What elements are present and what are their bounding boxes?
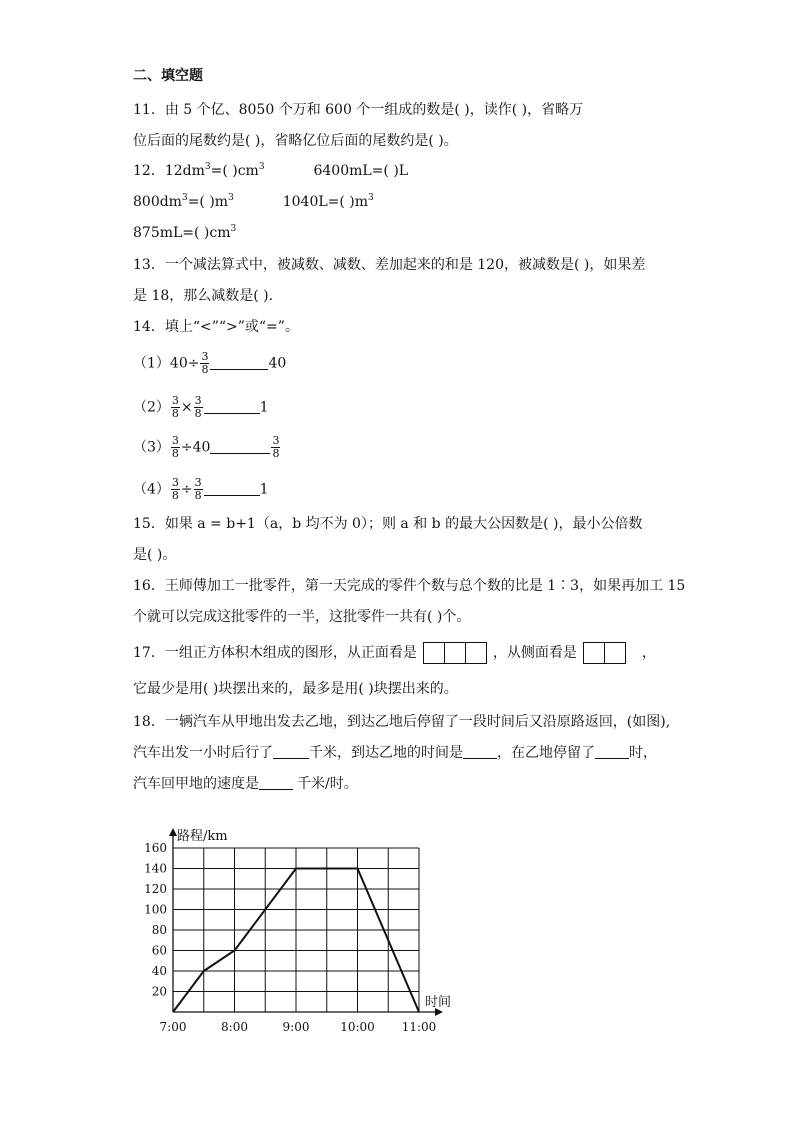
front-view-squares — [423, 642, 487, 664]
distance-time-chart — [140, 812, 470, 1037]
q16-line1: 16．王师傅加工一批零件，第一天完成的零件个数与总个数的比是 1∶3，如果再加工 15 — [133, 578, 686, 594]
x-tick-label: 8:00 — [221, 1020, 248, 1034]
y-tick-label: 20 — [151, 984, 167, 999]
q11-line1: 11．由 5 个亿、8050 个万和 600 个一组成的数是( )，读作( )，省略万 — [133, 102, 584, 118]
q16-line2: 个就可以完成这批零件的一半，这批零件一共有( )个。 — [133, 609, 471, 625]
y-tick-label: 40 — [151, 964, 167, 978]
y-tick-label: 160 — [144, 841, 167, 855]
y-tick-label: 100 — [144, 902, 167, 917]
fraction: $\frac{3}{8}$ — [201, 350, 209, 376]
q18-line3: 汽车回甲地的速度是 千米/时。 — [133, 776, 358, 792]
x-tick-label: 11:00 — [401, 1020, 437, 1034]
q14-item3: （3） $\frac{3}{8}$ ÷40 $\frac{3}{8}$ — [133, 434, 280, 460]
fraction: $\frac{3}{8}$ — [171, 394, 179, 420]
answer-line[interactable] — [273, 744, 309, 759]
q12-b2: =( )m — [187, 194, 229, 210]
answer-line[interactable] — [204, 399, 260, 414]
answer-line[interactable] — [210, 355, 268, 370]
q12-row1: 12．$12dm^3=$( )$cm^3$ 6400mL=( )L — [133, 162, 409, 179]
x-axis-label: 时间 — [425, 995, 452, 1010]
q12-a1: 12．12dm — [133, 163, 205, 179]
q14-item4: （4） $\frac{3}{8}$ ÷ $\frac{3}{8}$ 1 — [133, 476, 269, 502]
answer-line[interactable] — [204, 481, 260, 496]
q14-item2: （2） $\frac{3}{8}$ × $\frac{3}{8}$ 1 — [133, 394, 269, 420]
q12-b3: 1040L=( )m — [282, 194, 369, 210]
y-tick-label: 120 — [144, 882, 167, 896]
q12-row2: $800dm^3=$( )$m^3$ 1040L=( )$m^3$ — [133, 193, 374, 210]
answer-line[interactable] — [259, 775, 293, 790]
y-axis-arrow — [169, 828, 177, 836]
q18-line1: 18．一辆汽车从甲地出发去乙地，到达乙地后停留了一段时间后又沿原路返回，(如图), — [133, 714, 671, 730]
q12-a3: 6400mL=( )L — [313, 163, 409, 179]
fraction: $\frac{3}{8}$ — [194, 476, 202, 502]
answer-line[interactable] — [210, 439, 270, 454]
y-tick-label: 60 — [151, 943, 167, 958]
q13-line1: 13．一个减法算式中，被减数、减数、差加起来的和是 120，被减数是( )，如果差 — [133, 257, 646, 273]
q14-title: 14．填上“<”“>”或“=”。 — [133, 319, 299, 335]
q17-line1: 17．一组正方体积木组成的图形，从正面看是 ，从侧面看是 ， — [133, 642, 656, 664]
fraction: $\frac{3}{8}$ — [171, 476, 179, 502]
q12-b1: 800dm — [133, 194, 182, 210]
q15-line2: 是( )。 — [133, 547, 177, 563]
q11-line2: 位后面的尾数约是( )，省略亿位后面的尾数约是( )。 — [133, 133, 458, 149]
q14-item1: （1）40÷ $\frac{3}{8}$ 40 — [133, 350, 287, 376]
q18-line2: 汽车出发一小时后行了 千米，到达乙地的时间是 ，在乙地停留了 时， — [133, 745, 657, 761]
y-tick-label: 140 — [144, 861, 167, 876]
x-tick-label: 7:00 — [159, 1020, 187, 1034]
side-view-squares — [583, 642, 626, 664]
section-title: 二、填空题 — [133, 68, 203, 84]
q12-row3: 875mL=( )$cm^3$ — [133, 224, 237, 241]
q12-c1: 875mL=( )cm — [133, 225, 231, 241]
answer-line[interactable] — [595, 744, 629, 759]
q15-line1: 15．如果 a = b+1（a，b 均不为 0）；则 a 和 b 的最大公因数是( )，最小公倍数 — [133, 516, 643, 532]
y-axis-label: 路程/km — [177, 829, 228, 844]
q17-line2: 它最少是用( )块摆出来的，最多是用( )块摆出来的。 — [133, 681, 458, 697]
answer-line[interactable] — [463, 744, 497, 759]
q13-line2: 是 18，那么减数是( ). — [133, 288, 274, 304]
x-tick-label: 9:00 — [282, 1020, 310, 1034]
fraction: $\frac{3}{8}$ — [272, 434, 280, 460]
fraction: $\frac{3}{8}$ — [171, 434, 179, 460]
fraction: $\frac{3}{8}$ — [194, 394, 202, 420]
y-tick-label: 80 — [151, 923, 167, 937]
q12-a2: =( )cm — [210, 163, 259, 179]
x-tick-label: 10:00 — [340, 1020, 375, 1034]
